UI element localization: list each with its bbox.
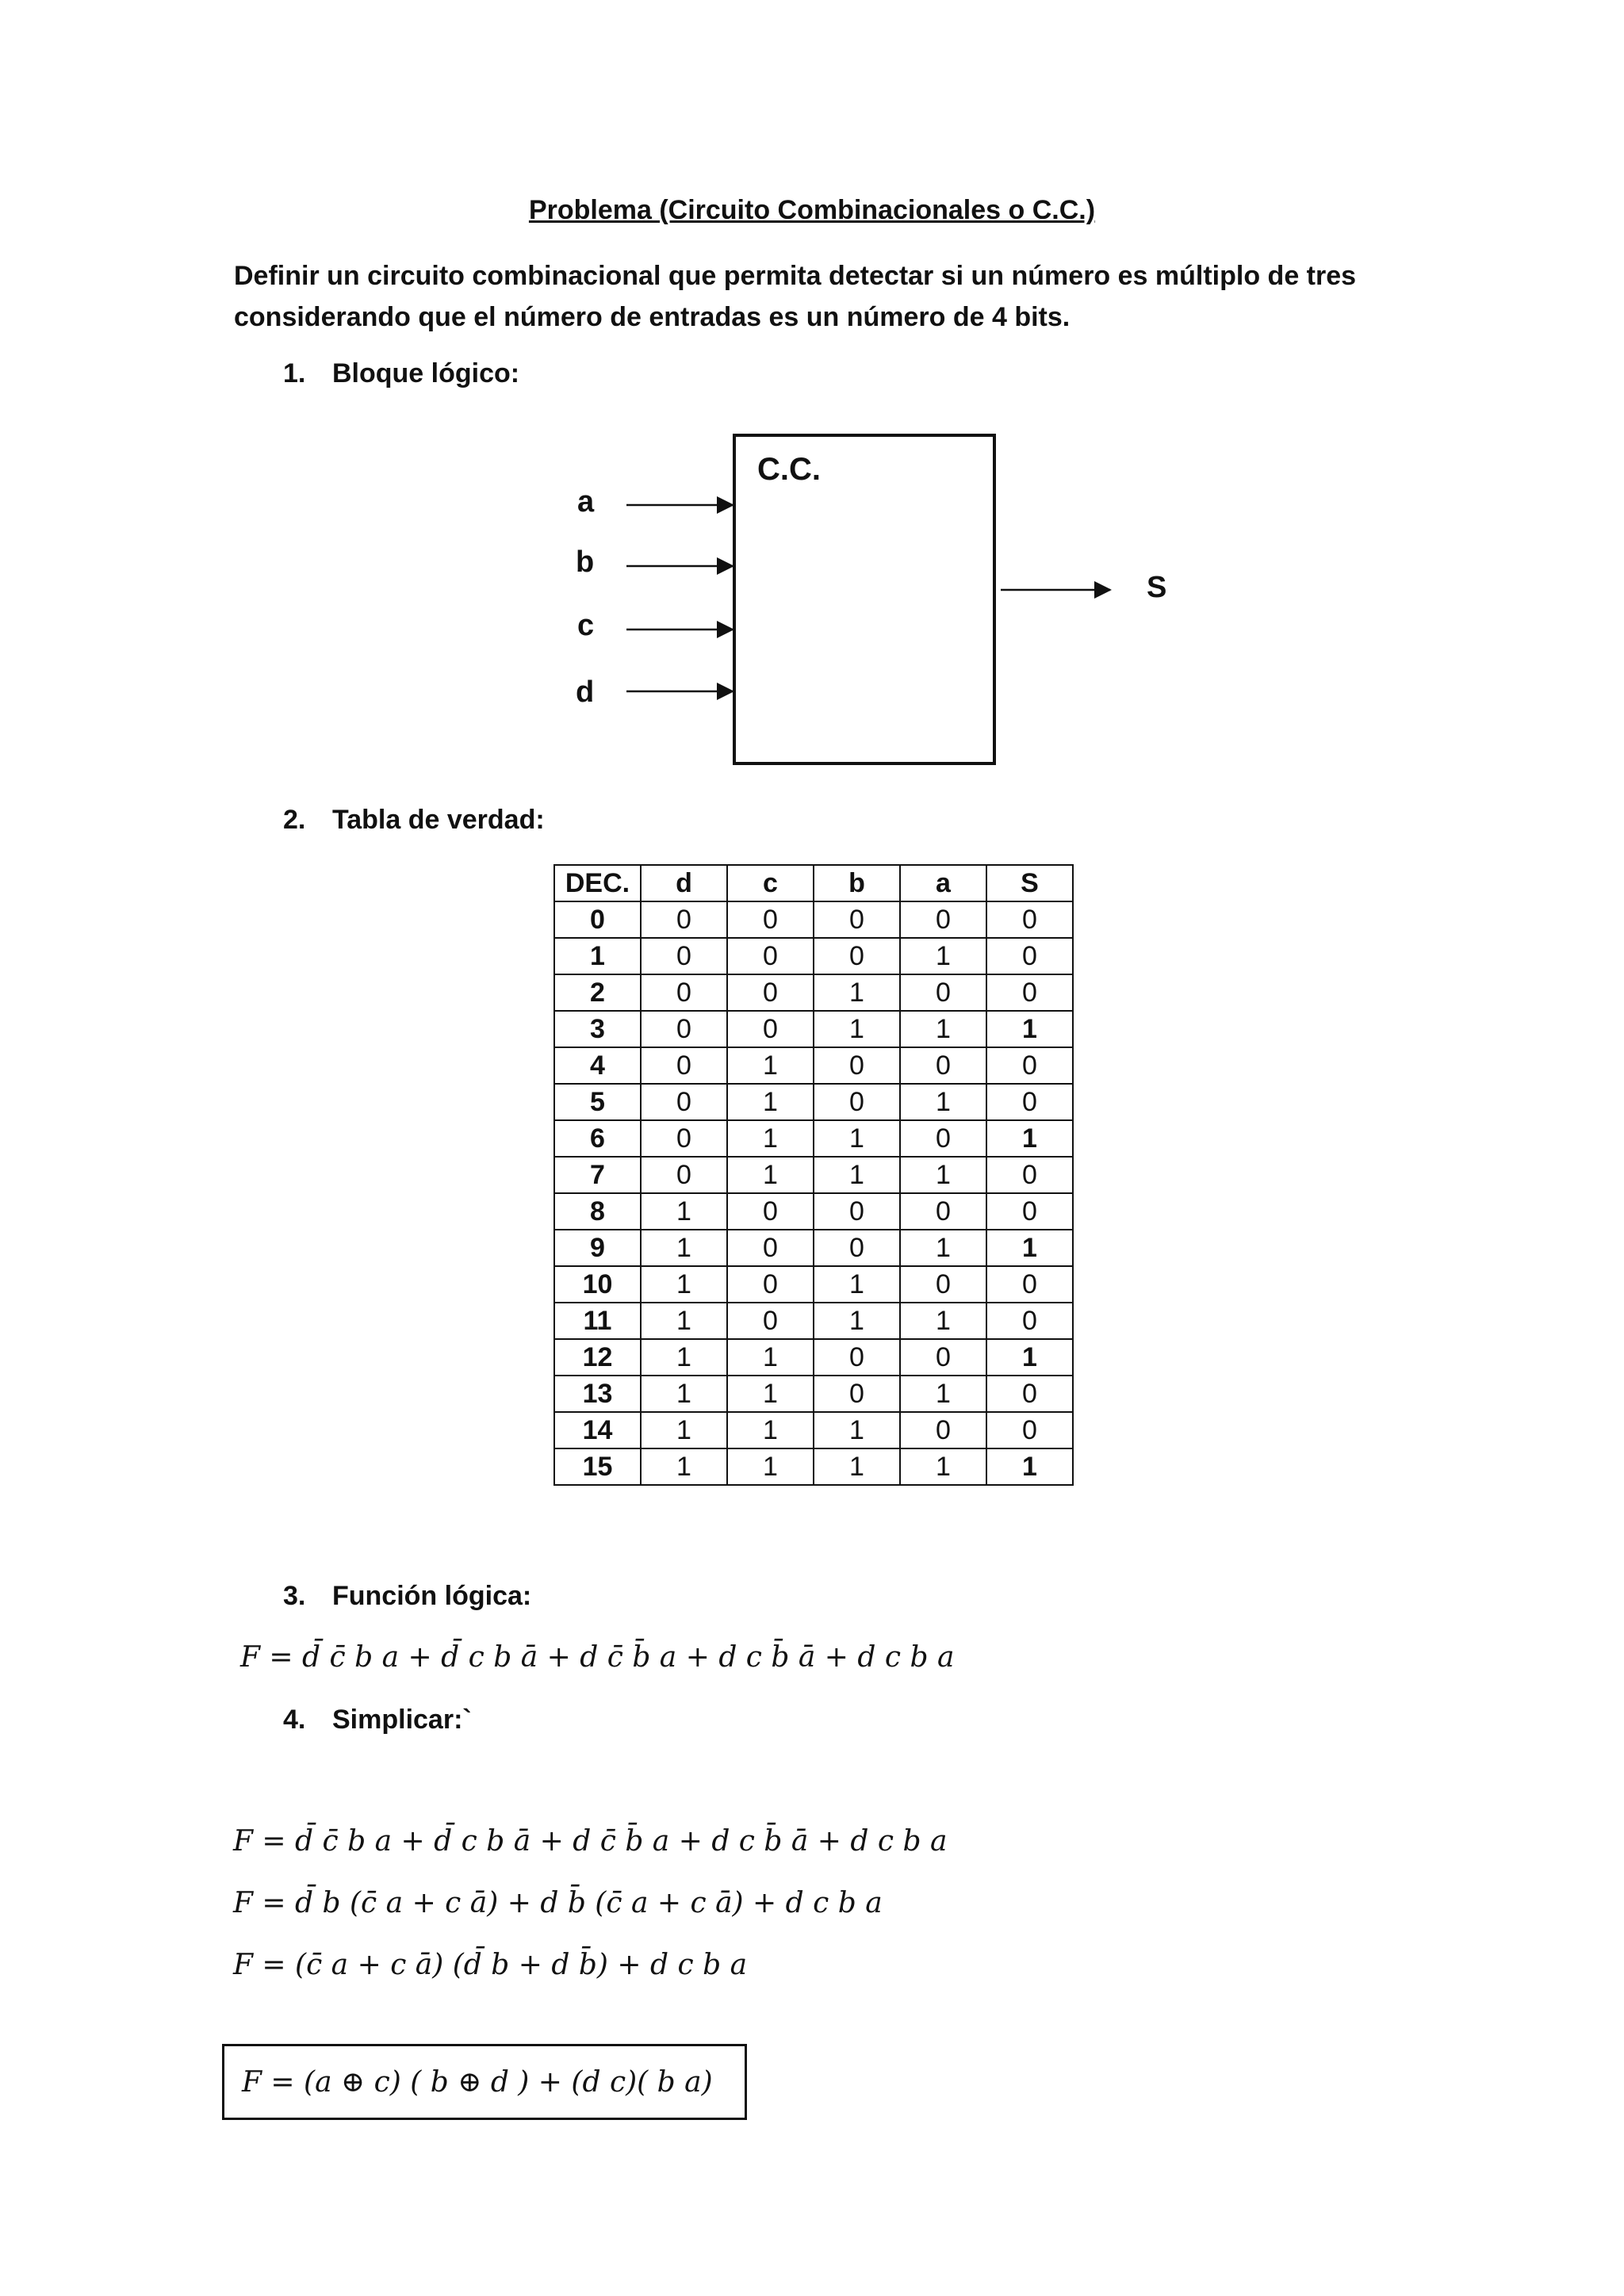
- input-label-d: d: [576, 675, 595, 709]
- cell-d: 1: [641, 1339, 727, 1376]
- cell-s: 0: [986, 1047, 1073, 1084]
- cell-a: 1: [900, 1303, 986, 1339]
- cell-c: 1: [727, 1120, 814, 1157]
- cell-d: 1: [641, 1193, 727, 1230]
- cell-b: 0: [814, 1084, 900, 1120]
- cell-s: 1: [986, 1230, 1073, 1266]
- simplify-step-2: F = d̄ b (c̄ a + c ā) + d b̄ (c̄ a + c ā) + d c b a: [233, 1887, 883, 1919]
- section-label: Función lógica:: [332, 1581, 532, 1611]
- cell-d: 1: [641, 1266, 727, 1303]
- cell-s: 0: [986, 1157, 1073, 1193]
- header-a: a: [900, 865, 986, 901]
- cell-b: 1: [814, 1448, 900, 1485]
- cell-s: 0: [986, 974, 1073, 1011]
- cell-a: 1: [900, 1011, 986, 1047]
- cell-d: 0: [641, 901, 727, 938]
- cell-a: 0: [900, 1047, 986, 1084]
- table-row: [554, 1120, 1073, 1157]
- section-number: 3.: [283, 1581, 306, 1611]
- header-dec: DEC.: [554, 865, 641, 901]
- cell-dec: 13: [554, 1376, 641, 1412]
- cell-b: 0: [814, 1339, 900, 1376]
- cell-b: 1: [814, 1412, 900, 1448]
- cell-c: 0: [727, 1303, 814, 1339]
- section-label: Tabla de verdad:: [332, 805, 545, 835]
- cell-b: 0: [814, 938, 900, 974]
- cell-a: 1: [900, 1376, 986, 1412]
- input-arrow-a: [626, 496, 734, 514]
- table-row: [554, 1303, 1073, 1339]
- cell-c: 0: [727, 974, 814, 1011]
- cell-c: 1: [727, 1339, 814, 1376]
- cell-dec: 12: [554, 1339, 641, 1376]
- cell-s: 1: [986, 1339, 1073, 1376]
- table-row: [554, 1448, 1073, 1485]
- table-row: [554, 901, 1073, 938]
- cell-a: 0: [900, 1120, 986, 1157]
- cell-s: 0: [986, 1376, 1073, 1412]
- cell-a: 1: [900, 1448, 986, 1485]
- cell-d: 0: [641, 1120, 727, 1157]
- cell-c: 1: [727, 1376, 814, 1412]
- cell-dec: 7: [554, 1157, 641, 1193]
- cell-c: 1: [727, 1448, 814, 1485]
- cell-a: 1: [900, 938, 986, 974]
- cell-d: 1: [641, 1230, 727, 1266]
- section-heading-simplify: [283, 1705, 472, 1735]
- problem-statement-line-1: Definir un circuito combinacional que permita detectar si un número es múltiplo de tres: [234, 261, 1357, 291]
- problem-statement-line-2: considerando que el número de entradas es un número de 4 bits.: [234, 302, 1071, 332]
- section-number: 1.: [283, 358, 306, 388]
- cell-dec: 9: [554, 1230, 641, 1266]
- cell-s: 1: [986, 1448, 1073, 1485]
- table-row: [554, 974, 1073, 1011]
- cell-a: 0: [900, 1339, 986, 1376]
- block-diagram-arrows: [0, 0, 1624, 793]
- header-d: d: [641, 865, 727, 901]
- cell-a: 1: [900, 1084, 986, 1120]
- cell-b: 0: [814, 1230, 900, 1266]
- cell-dec: 2: [554, 974, 641, 1011]
- table-row: [554, 938, 1073, 974]
- cell-s: 0: [986, 1193, 1073, 1230]
- cell-c: 0: [727, 1266, 814, 1303]
- table-row: [554, 1011, 1073, 1047]
- circuit-box-label: C.C.: [757, 452, 821, 487]
- cell-c: 0: [727, 1193, 814, 1230]
- cell-dec: 0: [554, 901, 641, 938]
- cell-s: 1: [986, 1011, 1073, 1047]
- cell-s: 0: [986, 1412, 1073, 1448]
- table-row: [554, 1193, 1073, 1230]
- input-arrow-c: [626, 621, 734, 638]
- input-label-c: c: [577, 609, 595, 642]
- cell-d: 1: [641, 1412, 727, 1448]
- cell-d: 0: [641, 1047, 727, 1084]
- header-s: S: [986, 865, 1073, 901]
- simplify-step-3: F = (c̄ a + c ā) (d̄ b + d b̄) + d c b a: [233, 1949, 748, 1981]
- truth-table-header-row: [554, 865, 1073, 901]
- table-row: [554, 1339, 1073, 1376]
- cell-d: 0: [641, 1011, 727, 1047]
- table-row: [554, 1047, 1073, 1084]
- cell-dec: 3: [554, 1011, 641, 1047]
- cell-b: 0: [814, 1047, 900, 1084]
- cell-c: 0: [727, 1011, 814, 1047]
- cell-s: 0: [986, 938, 1073, 974]
- cell-a: 1: [900, 1157, 986, 1193]
- input-arrow-b: [626, 557, 734, 575]
- cell-d: 1: [641, 1376, 727, 1412]
- cell-dec: 11: [554, 1303, 641, 1339]
- cell-dec: 8: [554, 1193, 641, 1230]
- cell-s: 0: [986, 1303, 1073, 1339]
- cell-dec: 15: [554, 1448, 641, 1485]
- cell-b: 1: [814, 1157, 900, 1193]
- cell-dec: 6: [554, 1120, 641, 1157]
- cell-d: 1: [641, 1303, 727, 1339]
- section-label: Bloque lógico:: [332, 358, 520, 388]
- section-label: Simplicar:`: [332, 1705, 472, 1735]
- cell-a: 0: [900, 1266, 986, 1303]
- section-heading-truth-table: [283, 805, 545, 836]
- cell-d: 0: [641, 938, 727, 974]
- cell-d: 0: [641, 1084, 727, 1120]
- simplify-step-1: F = d̄ c̄ b a + d̄ c b ā + d c̄ b̄ a + d c b̄ ā + d c b a: [233, 1825, 948, 1858]
- cell-a: 0: [900, 901, 986, 938]
- cell-b: 1: [814, 974, 900, 1011]
- cell-d: 0: [641, 974, 727, 1011]
- cell-a: 0: [900, 974, 986, 1011]
- cell-dec: 1: [554, 938, 641, 974]
- cell-b: 0: [814, 901, 900, 938]
- cell-s: 0: [986, 1084, 1073, 1120]
- cell-c: 1: [727, 1084, 814, 1120]
- table-row: [554, 1412, 1073, 1448]
- header-c: c: [727, 865, 814, 901]
- output-arrow-s: [1001, 581, 1112, 599]
- table-row: [554, 1266, 1073, 1303]
- cell-b: 1: [814, 1011, 900, 1047]
- truth-table: [553, 864, 1074, 1486]
- section-number: 2.: [283, 805, 306, 835]
- cell-s: 0: [986, 901, 1073, 938]
- cell-dec: 4: [554, 1047, 641, 1084]
- cell-b: 1: [814, 1303, 900, 1339]
- input-label-b: b: [576, 545, 595, 579]
- table-row: [554, 1230, 1073, 1266]
- cell-c: 1: [727, 1047, 814, 1084]
- cell-c: 1: [727, 1157, 814, 1193]
- page-title: Problema (Circuito Combinacionales o C.C.): [528, 195, 1096, 225]
- cell-d: 0: [641, 1157, 727, 1193]
- table-row: [554, 1376, 1073, 1412]
- cell-s: 0: [986, 1266, 1073, 1303]
- cell-a: 0: [900, 1412, 986, 1448]
- cell-d: 1: [641, 1448, 727, 1485]
- table-row: [554, 1157, 1073, 1193]
- output-label-s: S: [1147, 571, 1167, 604]
- input-arrow-d: [626, 683, 734, 700]
- cell-b: 1: [814, 1120, 900, 1157]
- cell-b: 0: [814, 1376, 900, 1412]
- header-b: b: [814, 865, 900, 901]
- section-number: 4.: [283, 1705, 306, 1735]
- table-row: [554, 1084, 1073, 1120]
- cell-a: 1: [900, 1230, 986, 1266]
- cell-b: 0: [814, 1193, 900, 1230]
- cell-c: 1: [727, 1412, 814, 1448]
- cell-s: 1: [986, 1120, 1073, 1157]
- cell-b: 1: [814, 1266, 900, 1303]
- cell-c: 0: [727, 1230, 814, 1266]
- cell-dec: 14: [554, 1412, 641, 1448]
- section-heading-logic-function: [283, 1581, 531, 1612]
- cell-c: 0: [727, 901, 814, 938]
- logic-function-equation: F = d̄ c̄ b a + d̄ c b ā + d c̄ b̄ a + d c b̄ ā + d c b a: [240, 1641, 955, 1674]
- cell-c: 0: [727, 938, 814, 974]
- simplified-result-equation: F = (a ⊕ c) ( b ⊕ d ) + (d c)( b a): [242, 2066, 713, 2099]
- input-label-a: a: [577, 485, 595, 519]
- cell-dec: 10: [554, 1266, 641, 1303]
- cell-dec: 5: [554, 1084, 641, 1120]
- cell-a: 0: [900, 1193, 986, 1230]
